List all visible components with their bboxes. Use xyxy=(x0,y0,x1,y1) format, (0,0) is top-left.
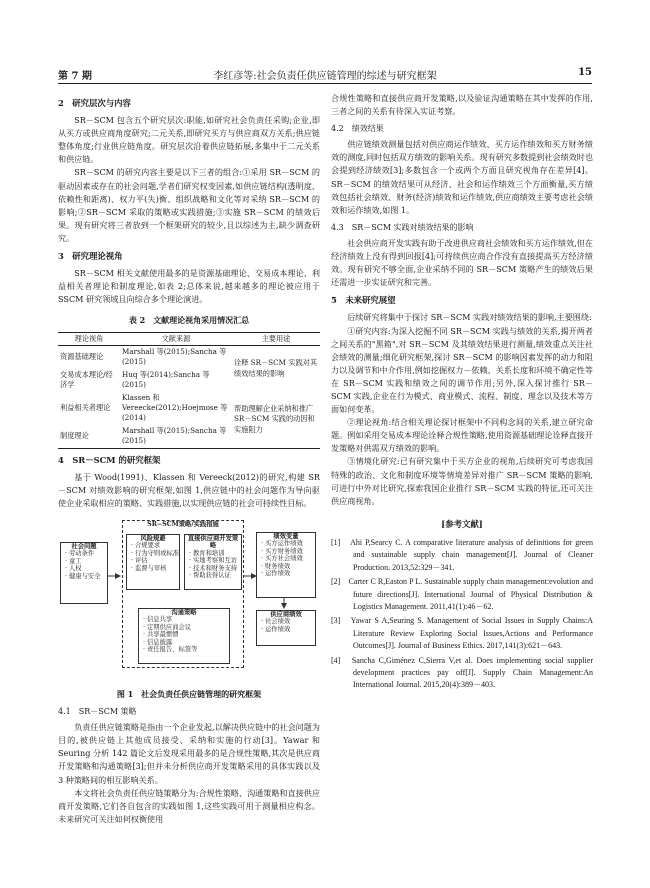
communication-box xyxy=(138,608,230,664)
section-4-3-paragraph-1: 社会供应商开发实践有助于改进供应商社会绩效和买方运作绩效,但在经济绩效上没有得到回报[4];可持续供应商合作没有直接提高买方经济绩效。现有研究不够全面,企业采纳不同的 SR－SCM 策略产生的绩效后果还需进一步实证研究和完善。 xyxy=(331,237,593,288)
figure-1-caption: 图 1 社会负责任供应链管理的研究框架 xyxy=(116,688,262,699)
left-column xyxy=(58,92,320,826)
table-row xyxy=(58,345,320,368)
comm-item: · 责任报告、标签等 xyxy=(143,646,198,654)
perf-item: · 运作绩效 xyxy=(261,570,291,578)
page-number: 15 xyxy=(578,67,592,78)
section-3-title: 3 研究理论视角 xyxy=(58,251,123,262)
section-4-2-title: 4.2 绩效结果 xyxy=(331,124,384,134)
direct-supplier-box xyxy=(184,534,242,590)
table-cell-use: 帮助理解企业采纳和推广 SR－SCM 实践的动因和实施阻力 xyxy=(234,403,315,434)
reference-item: [4] Sancha C,Giménez C,Sierra V,et al. Does implementing social supplier development practices pay off[J]. Supply Chain Management:An International Journal. 2015,20(4):389－403. xyxy=(331,655,593,690)
table-header-use: 主要用途 xyxy=(261,333,291,343)
table-cell-theory: 利益相关者理论 xyxy=(60,402,111,412)
table-header-theory: 理论视角 xyxy=(74,333,104,343)
supp-item: · 社会绩效 xyxy=(261,618,291,626)
running-title: 李红彦等:社会负责任供应链管理的综述与研究框架 xyxy=(213,71,437,82)
social-issues-title: 社会问题 xyxy=(71,542,97,550)
section-4-3-title: 4.3 SR－SCM 实践对绩效结果的影响 xyxy=(331,222,474,232)
table-cell-source: Marshall 等(2015);Sancha 等(2015) xyxy=(122,425,227,446)
comm-item: · 信息共享 xyxy=(143,616,173,624)
social-issue-item: · 人权 xyxy=(65,565,82,573)
social-issue-item: · 童工 xyxy=(65,557,82,565)
table-2-caption: 表 2 文献理论视角采用情况汇总 xyxy=(128,315,250,326)
communication-title: 沟通策略 xyxy=(171,608,197,616)
table-cell-theory: 交易成本理论/经济学 xyxy=(60,369,113,390)
risk-item: · 评估 xyxy=(131,557,148,565)
section-2-title: 2 研究层次与内容 xyxy=(58,98,131,108)
perf-item: · 财务绩效 xyxy=(261,562,291,570)
direct-item: · 教育和培训 xyxy=(189,549,225,557)
table-cell-use: 诠释 SR－SCM 实践对其绩效结果的影响 xyxy=(234,358,318,378)
theory-table xyxy=(58,332,320,449)
strategy-outer-title: SR−SCM策略/实践措施 xyxy=(147,520,219,528)
supplier-performance-box xyxy=(256,610,316,646)
social-issues-box xyxy=(60,542,108,604)
reference-item: [2] Carter C R,Easton P L. Sustainable supply chain management:evolution and future directions[J]. International Journal of Physical Distribution & Logistics Management. 2011,41(1):46－62. xyxy=(331,577,593,611)
risk-avoidance-title: 风险规避 xyxy=(140,534,166,542)
risk-item: · 合规要求 xyxy=(131,542,161,550)
section-4-1-title: 4.1 SR－SCM 策略 xyxy=(58,707,137,717)
risk-item: · 行为守则或标准 xyxy=(131,549,180,557)
direct-item: · 技术和财务支持 xyxy=(189,564,238,572)
risk-avoidance-box xyxy=(126,534,180,590)
table-cell-source: Marshall 等(2015);Sancha 等(2015) xyxy=(122,346,227,367)
social-issue-item: · 健康与安全 xyxy=(65,572,101,580)
section-4-2-paragraph-1: 供应链绩效测量包括对供应商运作绩效、买方运作绩效和买方财务绩效的测度,同时包括双方绩效的影响关系。现有研究多数提到社会绩效时也会提到经济绩效[3];多数包含一个或两个方面且研究视角存在差异[4]。SR－SCM 的绩效结果可从经济、社会和运作绩效三个方面衡量,买方绩效包括社会绩效、财务(经济)绩效和运作绩效,供应商绩效主要考虑社会绩效和运作绩效,如图 1。 xyxy=(331,139,593,215)
issue-number: 第 7 期 xyxy=(58,71,92,82)
direct-item: · 帮助获得认证 xyxy=(189,572,231,580)
references-title: [参考文献] xyxy=(441,518,483,529)
risk-item: · 监督与审核 xyxy=(131,564,167,572)
perf-item: · 买方社会绩效 xyxy=(261,555,303,563)
direct-supplier-title: 直接供应商开发策略 xyxy=(187,534,239,550)
section-4-paragraph-1: 基于 Wood(1991)、Klassen 和 Vereeck(2012)的研究,构建 SR－SCM 对绩效影响的研究框架,如图 1,供应链中的社会问题作为导向驱使企业采取相应的策略、实践措施,以实现供应链的社会可持续性目标。 xyxy=(58,471,320,508)
section-4-1-paragraph-2: 本文将社会负责任供应链策略分为:合规性策略、沟通策略和直接供应商开发策略,它们各自包含的实践如图 1,这些实践可用于测量相应构念。未来研究可关注如何权衡使用 xyxy=(58,787,320,824)
continued-paragraph: 合规性策略和直接供应商开发策略,以及验证沟通策略在其中发挥的作用,三者之间的关系有待深入实证考察。 xyxy=(331,93,593,117)
framework-figure xyxy=(58,516,320,686)
section-5-paragraph-2: ①研究内容:为深入挖掘不同 SR－SCM 实践与绩效的关系,揭开两者之间关系的"黑箱",对 SR－SCM 及其绩效结果进行测量,绩效重点关注社会绩效的测量;细化研究框架,探讨 SR－SCM 的影响因素发挥的动力和阻力以及调节和中介作用,例如挖掘权力－依赖、关系长度和环境不确定性等在 SR－SCM 实践和绩效之间的调节作用;另外,深入探讨推行 SR－SCM 实践,企业在行为模式、商业模式、流程、制度、理念以及技术等方面如何变革。 xyxy=(331,325,593,415)
table-cell-source: Klassen 和 Vereecke(2012);Hoejmose 等(2014) xyxy=(122,392,228,423)
reference-item: [3] Yawar S A,Seuring S. Management of Social Issues in Supply Chains:A Literature Review Exploring Social Issues,Actions and Performance Outcomes[J]. Journal of Business Ethics. 2017,141(3):621－643. xyxy=(331,616,593,651)
section-3-paragraph-1: SR－SCM 相关文献使用最多的是资源基础理论、交易成本理论、利益相关者理论和制度理论,如表 2;总体来说,越来越多的理论被应用于 SSCM 研究领域且向综合多个理论演进。 xyxy=(58,268,320,305)
section-5-paragraph-3: ②理论视角:结合相关理论探讨框架中不同构念间的关系,建立研究命题。例如采用交易成本理论诠释合规性策略,使用资源基础理论诠释直接开发策略对供需双方绩效的影响。 xyxy=(331,417,593,454)
section-2-paragraph-1: SR－SCM 包含五个研究层次:职能,如研究社会负责任采购;企业,即从买方或供应商角度研究;二元关系,即研究买方与供应商双方关系;供应链整体角度;行业供应链角度。研究层次沿着供应链拓展,多集中于二元关系和供应链。 xyxy=(58,115,320,165)
comm-item: · 共享最惯惯 xyxy=(143,631,179,639)
table-cell-source: Huq 等(2014);Sancha 等(2015) xyxy=(122,369,210,390)
running-header xyxy=(58,65,592,84)
perf-item: · 买方财务绩效 xyxy=(261,547,303,555)
perf-item: · 买方运作绩效 xyxy=(261,540,303,548)
table-header-source: 文献来源 xyxy=(161,333,191,343)
right-column xyxy=(331,92,593,694)
section-4-1-paragraph-1: 负责任供应链策略是指由一个企业发起,以解决供应链中的社会问题为目的,被供应链上其他成员接受、采纳和实施的行动[3]。Yawar 和 Seuring 分析 142 篇论文后发现采用最多的是合规性策略,其次是供应商开发策略和沟通策略[3];但并未分析供应商开发策略采用的具体实践以及 3 种策略间的相互影响关系。 xyxy=(58,722,320,785)
supplier-performance-title: 供应商绩效 xyxy=(270,610,302,618)
section-5-title: 5 未来研究展望 xyxy=(331,295,396,306)
performance-title: 绩效变量 xyxy=(273,532,299,540)
reference-item: [1] Ahi P,Searcy C. A comparative literature analysis of definitions for green and sustainable supply chain management[J]. Journal of Cleaner Production. 2013,52:329－341. xyxy=(331,537,593,572)
table-cell-theory: 资源基础理论 xyxy=(60,352,104,362)
social-issue-item: · 劳动条件 xyxy=(65,550,95,558)
table-row xyxy=(58,392,320,425)
table-cell-theory: 制度理论 xyxy=(60,430,89,440)
comm-item: · 定期供应商会议 xyxy=(143,623,192,631)
supp-item: · 运作绩效 xyxy=(261,625,291,633)
comm-item: · 信息披露 xyxy=(143,638,173,646)
table-header-row xyxy=(58,332,320,345)
section-4-title: 4 SR－SCM 的研究框架 xyxy=(58,454,161,465)
section-2-paragraph-2: SR－SCM 的研究内容主要是以下三者的组合:①采用 SR－SCM 的驱动因素或存在的社会问题,学者们研究权变因素,如供应链结构(透明度、依赖性和距离)、权力平(失)衡、组织战略和文化等对采纳 SR－SCM 的影响;②SR－SCM 采取的策略或实践措施;③实施 SR－SCM 的绩效后果。现有研究将三者放到一个框架研究的较少,且以综述为主,缺少调查研究。 xyxy=(58,167,320,243)
direct-item: · 实地考察和互访 xyxy=(189,557,238,565)
section-5-paragraph-4: ③情境化研究:已有研究集中于买方企业的视角,后续研究可考虑我国特殊的政治、文化和制度环境等情境差异对推广 SR－SCM 策略的影响,可进行中外对比研究,探索我国企业推行 SR－SCM 实践的特征,还可关注供应商视角。 xyxy=(331,456,593,506)
performance-box xyxy=(256,532,316,598)
section-5-paragraph-1: 后续研究将集中于探讨 SR－SCM 实践对绩效结果的影响,主要围绕: xyxy=(347,312,592,323)
